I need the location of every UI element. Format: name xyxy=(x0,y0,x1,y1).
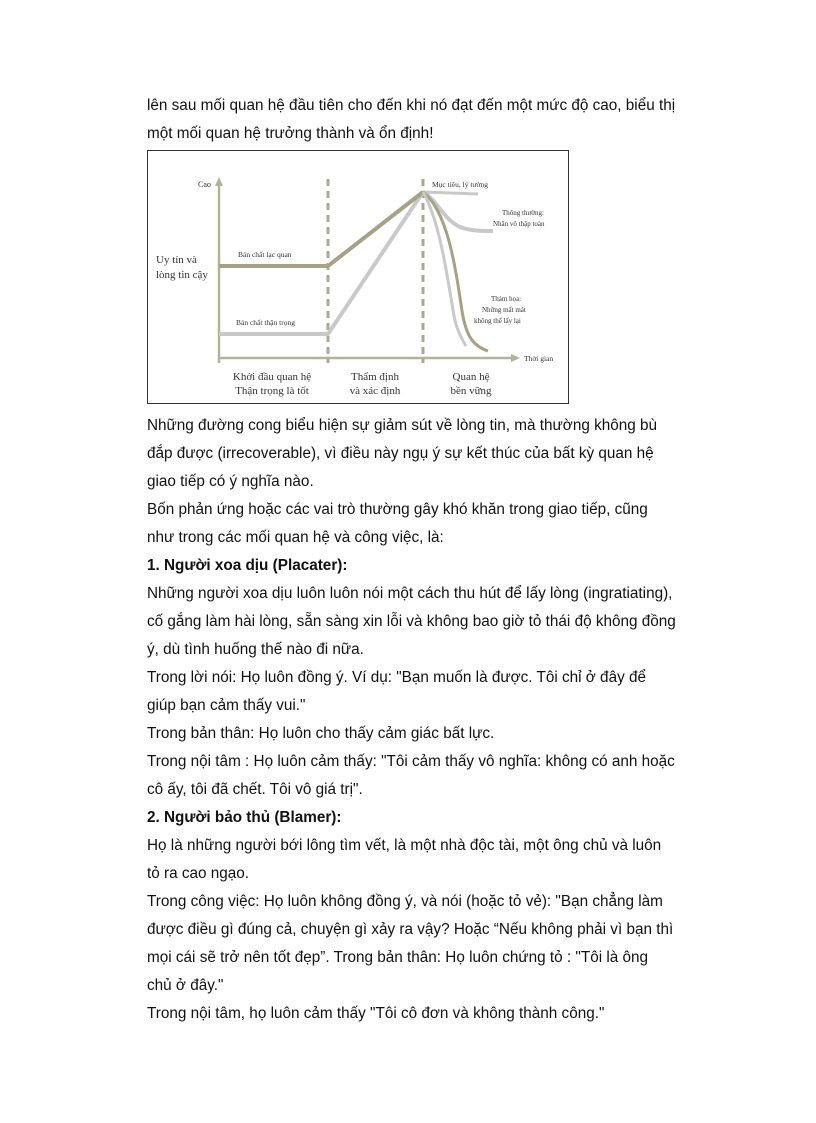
intro-line-2: một mối quan hệ trưởng thành và ổn định! xyxy=(147,125,434,142)
body-line: Trong lời nói: Họ luôn đồng ý. Ví dụ: "Bạn muốn là được. Tôi chỉ ở đây để xyxy=(147,669,646,686)
x-axis-arrow-icon xyxy=(511,354,520,362)
section-heading-blamer: 2. Người bảo thủ (Blamer): xyxy=(147,809,342,826)
body-line: giúp bạn cảm thấy vui." xyxy=(147,697,306,714)
normal-label-1: Thông thường: xyxy=(502,209,544,217)
phase-3-line-2: bền vững xyxy=(450,385,492,397)
body-line: Những đường cong biểu hiện sự giảm sút về lòng tin, mà thường không bù xyxy=(147,417,658,434)
disaster-label-1: Thảm họa: xyxy=(491,295,522,303)
y-title-line-2: lòng tin cậy xyxy=(156,269,208,281)
intro-line-1: lên sau mối quan hệ đầu tiên cho đến khi nó đạt đến một mức độ cao, biểu thị xyxy=(147,97,676,114)
body-line: Trong nội tâm : Họ luôn cảm thấy: "Tôi cảm thấy vô nghĩa: không có anh hoặc xyxy=(147,753,675,770)
body-line: tỏ ra cao ngạo. xyxy=(147,865,250,882)
body-line: Những người xoa dịu luôn luôn nói một cách thu hút để lấy lòng (ingratiating), xyxy=(147,585,673,602)
body-line: cô ấy, tôi đã chết. Tôi vô giá trị". xyxy=(147,781,363,798)
goal-line xyxy=(423,192,478,194)
body-line: Họ là những người bới lông tìm vết, là một nhà độc tài, một ông chủ và luôn xyxy=(147,837,662,854)
body-line: được điều gì đúng cả, chuyện gì xảy ra vậy? Hoặc “Nếu không phải vì bạn thì xyxy=(147,921,674,938)
y-title-line-1: Uy tín và xyxy=(156,254,197,266)
disaster-label-2: Những mất mát xyxy=(482,306,526,314)
x-axis-label: Thời gian xyxy=(524,354,554,363)
phase-2-line-1: Thẩm định xyxy=(351,371,399,383)
body-line: mọi cái sẽ trở nên tốt đẹp”. Trong bản thân: Họ luôn chứng tỏ : "Tôi là ông xyxy=(147,949,649,966)
body-line: như trong các mối quan hệ và công việc, là: xyxy=(147,529,444,546)
normal-label-2: Nhân vô thập toàn xyxy=(493,220,545,228)
body-line: ý, dù tình huống thế nào đi nữa. xyxy=(147,641,364,658)
body-line: giao tiếp có ý nghĩa nào. xyxy=(147,473,314,490)
disaster-label-3: không thể lấy lại xyxy=(474,317,521,325)
body-line: cố gắng làm hài lòng, sẵn sàng xin lỗi và không bao giờ tỏ thái độ không đồng xyxy=(147,613,676,630)
body-line: chủ ở đây." xyxy=(147,977,224,994)
body-line: Bốn phản ứng hoặc các vai trò thường gây khó khăn trong giao tiếp, cũng xyxy=(147,501,648,518)
trust-diagram-svg xyxy=(148,151,570,405)
phase-2-line-2: và xác định xyxy=(349,385,401,397)
section-heading-placater: 1. Người xoa dịu (Placater): xyxy=(147,557,348,574)
cautious-curve xyxy=(219,192,423,334)
phase-3-line-1: Quan hệ xyxy=(452,371,490,383)
body-line: Trong nội tâm, họ luôn cảm thấy "Tôi cô đơn và không thành công." xyxy=(147,1005,605,1022)
phase-1-line-1: Khởi đầu quan hệ xyxy=(232,371,312,383)
body-line: Trong công việc: Họ luôn không đồng ý, và nói (hoặc tỏ vẻ): "Bạn chẳng làm xyxy=(147,893,663,910)
body-line: đắp được (irrecoverable), vì điều này ngụ ý sự kết thúc của bất kỳ quan hệ xyxy=(147,445,654,462)
optimistic-label: Bản chất lạc quan xyxy=(238,250,292,259)
cautious-label: Bản chất thận trọng xyxy=(236,318,295,327)
trust-diagram xyxy=(147,150,569,404)
normal-decline-curve xyxy=(423,192,493,231)
y-axis-arrow-icon xyxy=(215,177,223,186)
goal-label: Mục tiêu, lý tưởng xyxy=(432,180,488,189)
body-line: Trong bản thân: Họ luôn cho thấy cảm giác bất lực. xyxy=(147,725,495,742)
phase-1-line-2: Thận trọng là tốt xyxy=(235,385,309,397)
y-high-label: Cao xyxy=(198,180,211,189)
